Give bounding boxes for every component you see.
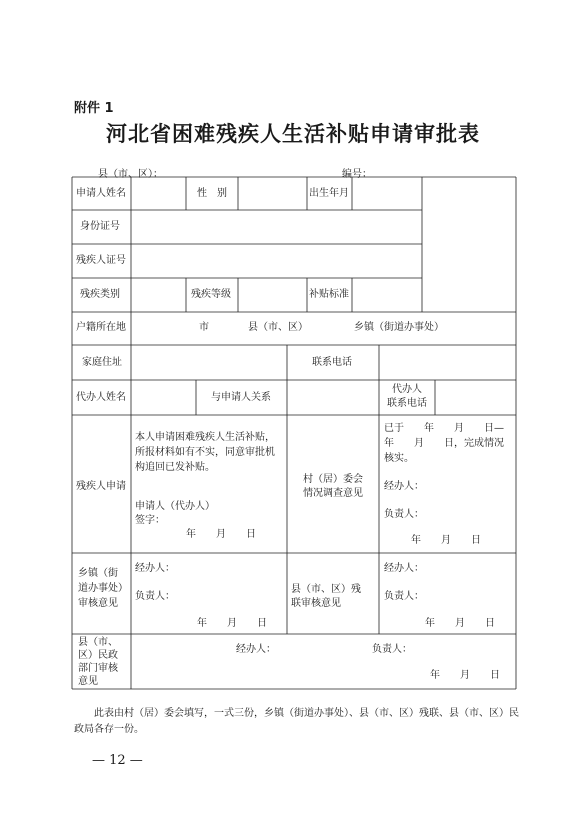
applicant-apply-label: 残疾人申请 — [76, 481, 126, 492]
agent-name-label: 代办人姓名 — [76, 392, 126, 403]
village-opinion-line2: 情况调查意见 — [303, 488, 363, 499]
town-handler-label: 经办人： — [135, 563, 175, 574]
declaration-text: 本人申请困难残疾人生活补贴，所报材料如有不实，同意审批机构追回已发补贴。 — [135, 432, 275, 473]
form-title: 河北省困难残疾人生活补贴申请审批表 — [106, 121, 480, 146]
page-number: — 12 — — [92, 753, 143, 768]
village-verify-line2: 年 月 日，完成情况核实。 — [384, 438, 504, 464]
village-responsible-label: 负责人： — [384, 509, 424, 520]
civil-handler-label: 经办人： — [236, 644, 276, 655]
village-opinion-line1: 村（居）委会 — [303, 474, 363, 485]
agent-phone-label-line1: 代办人 — [392, 384, 422, 395]
applicant-sign-line2: 签字： — [135, 515, 165, 526]
county-fed-review-line2: 联审核意见 — [291, 598, 341, 609]
disability-grade-label: 残疾等级 — [191, 289, 231, 300]
disability-cert-label: 残疾人证号 — [76, 255, 126, 266]
civil-responsible-label: 负责人： — [372, 644, 412, 655]
town-review-label: 乡镇（街道办事处）审核意见 — [78, 568, 123, 609]
relation-label: 与申请人关系 — [211, 392, 271, 403]
county-label: 县（市、区）： — [98, 169, 163, 180]
applicant-name-label: 申请人姓名 — [76, 188, 126, 199]
town-date: 年 月 日 — [197, 618, 267, 629]
contact-phone-label: 联系电话 — [312, 357, 352, 368]
county-fed-date: 年 月 日 — [425, 618, 495, 629]
village-handler-label: 经办人： — [384, 481, 424, 492]
county-fed-responsible-label: 负责人： — [384, 591, 424, 602]
gender-label: 性 别 — [197, 188, 227, 199]
village-date: 年 月 日 — [411, 535, 481, 546]
subsidy-standard-label: 补贴标准 — [309, 289, 349, 300]
county-fed-review-line1: 县（市、区）残 — [291, 584, 361, 595]
household-location-label: 户籍所在地 — [76, 322, 126, 333]
civil-date: 年 月 日 — [430, 670, 500, 681]
number-label: 编号： — [342, 169, 372, 180]
footer-note: 此表由村（居）委会填写，一式三份，乡镇（街道办事处）、县（市、区）残联、县（市、区）民政局各存一份。 — [74, 708, 519, 735]
town-responsible-label: 负责人： — [135, 591, 175, 602]
county-unit-label: 县（市、区） — [248, 322, 308, 333]
town-unit-label: 乡镇（街道办事处） — [354, 322, 444, 333]
applicant-date: 年 月 日 — [186, 529, 256, 540]
county-fed-handler-label: 经办人： — [384, 563, 424, 574]
applicant-sign-line1: 申请人（代办人） — [135, 501, 215, 512]
village-verify-line1: 已于 年 月 日— — [384, 423, 504, 434]
civil-affairs-review-label: 县（市、区）民政部门审核意见 — [78, 637, 118, 687]
city-unit-label: 市 — [199, 322, 209, 333]
home-address-label: 家庭住址 — [82, 357, 122, 368]
id-number-label: 身份证号 — [80, 221, 120, 232]
disability-category-label: 残疾类别 — [80, 289, 120, 300]
agent-phone-label-line2: 联系电话 — [387, 398, 427, 409]
attachment-label: 附件 1 — [74, 101, 114, 116]
birth-date-label: 出生年月 — [309, 188, 349, 199]
